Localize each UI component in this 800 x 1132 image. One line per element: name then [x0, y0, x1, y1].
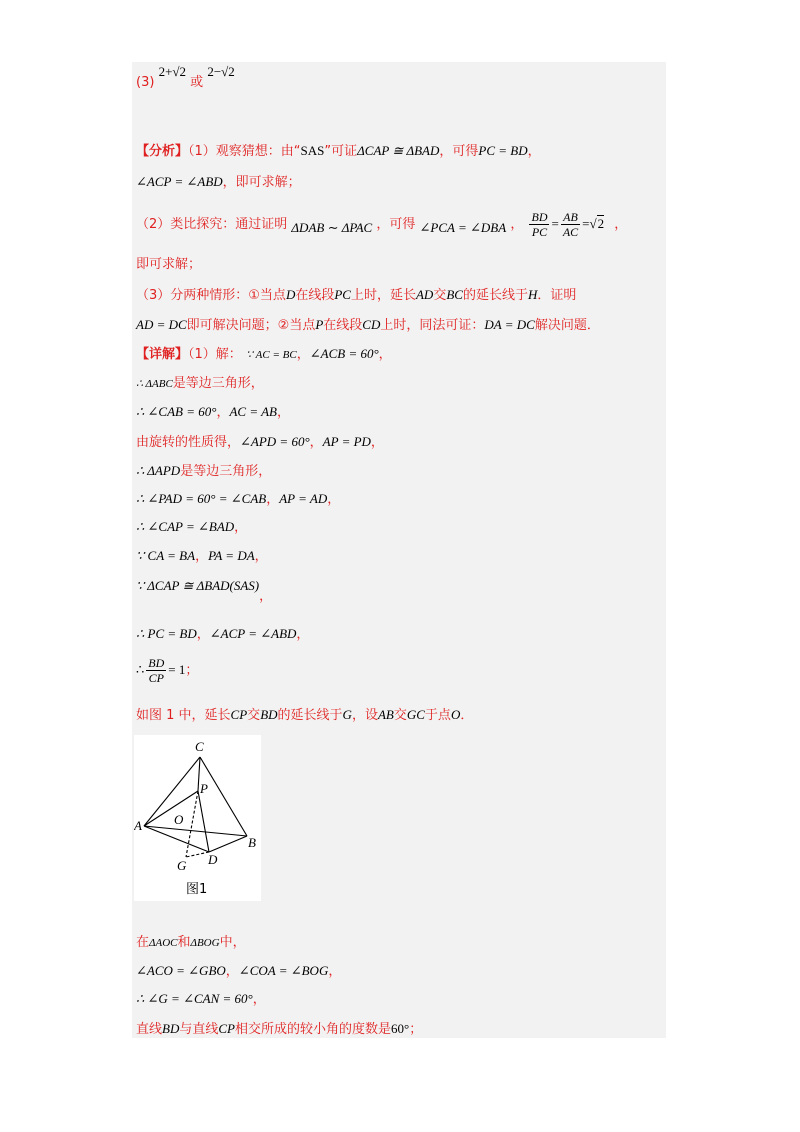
text: ，: [614, 217, 628, 232]
math: ∠COA = ∠BOG: [238, 963, 329, 978]
edge-dg-dashed: [186, 852, 209, 857]
math: ΔAOC: [149, 937, 178, 949]
text: ，: [527, 144, 541, 159]
math: ∠ACP = ∠ABD: [209, 626, 297, 641]
detail-line-11: [136, 656, 198, 685]
label-c: C: [195, 739, 204, 754]
fraction-bd-pc: [529, 210, 549, 239]
detail-line-5: [136, 463, 271, 480]
text: ，可得: [376, 217, 416, 232]
text: 和: [177, 935, 191, 950]
text: ，: [254, 549, 268, 564]
math: ∴ ∠PAD = 60° = ∠CAB: [136, 491, 267, 506]
math: BD: [260, 707, 278, 722]
text: 的延长线于: [277, 708, 343, 723]
therefore-symbol: ∴: [136, 662, 145, 677]
text: ．: [460, 708, 474, 723]
text: （1）解：: [188, 347, 242, 362]
math: AP = PD: [322, 434, 371, 449]
text: 上时，延长: [350, 288, 416, 303]
math: P: [315, 317, 324, 332]
figure-1: [134, 735, 261, 901]
math: ∠ACB = 60°: [309, 346, 379, 361]
after-line-4: [136, 1021, 422, 1038]
math: ΔBOG: [190, 937, 220, 949]
math: CP: [230, 707, 248, 722]
math: ∠APD = 60°: [240, 434, 310, 449]
math: ∴ ∠CAP = ∠BAD: [136, 519, 235, 534]
text: 中，: [219, 935, 246, 950]
sqrt-2: √2: [589, 216, 605, 231]
geometry-diagram: [134, 735, 261, 901]
math: AB: [377, 707, 394, 722]
math: ∴ ΔABC: [136, 378, 173, 390]
math: ∵ ΔCAP ≅ ΔBAD(SAS): [136, 578, 260, 593]
text: ，: [195, 549, 209, 564]
math: ∠ACP = ∠ABD: [136, 174, 223, 189]
detail-line-8: [136, 548, 268, 565]
math: O: [450, 707, 461, 722]
math: ∵ CA = BA: [136, 548, 196, 563]
or-text: 或: [190, 75, 204, 90]
math: ∴ PC = BD: [136, 626, 197, 641]
text: 交: [393, 708, 407, 723]
text: ，: [370, 435, 384, 450]
math: BD: [162, 1021, 180, 1036]
after-line-1: [136, 935, 246, 951]
after-line-2: [136, 963, 341, 980]
text: ，即可求解；: [222, 175, 301, 190]
math: AP = AD: [279, 491, 328, 506]
text: ；: [185, 663, 199, 678]
text: （3）分两种情形：①当点: [136, 288, 286, 303]
text: 交: [247, 708, 261, 723]
math: D: [285, 287, 296, 302]
math: G: [342, 707, 352, 722]
text: ，: [259, 589, 273, 604]
math: AC = AB: [229, 404, 277, 419]
detail-line-2: [136, 376, 264, 392]
math: ∴ ∠CAB = 60°: [136, 404, 217, 419]
text: 在线段: [323, 318, 363, 333]
text: ，设: [351, 708, 378, 723]
text: ，可得: [439, 144, 479, 159]
text: ，: [276, 405, 290, 420]
text: ，: [309, 435, 323, 450]
detail-line-12: [136, 707, 473, 724]
analysis-tag: 【分析】: [136, 144, 189, 159]
fraction-bd-cp: [146, 656, 166, 685]
detail-line-10: [136, 626, 309, 643]
text: ”可证: [324, 144, 358, 159]
text: ，: [225, 964, 239, 979]
math: ∠ACO = ∠GBO: [136, 963, 226, 978]
text: 相交所成的较小角的度数是: [235, 1022, 392, 1037]
detail-line-6: [136, 491, 340, 508]
text: （1）观察猜想：由“: [188, 144, 301, 159]
edge-ap: [144, 791, 198, 826]
text: ，: [378, 347, 392, 362]
text: 在线段: [295, 288, 335, 303]
detail-tag: 【详解】: [136, 347, 189, 362]
label-o: O: [174, 812, 184, 827]
edge-ca: [144, 757, 200, 826]
math: AD: [415, 287, 434, 302]
text: ，: [266, 492, 280, 507]
part-label: (3): [136, 75, 155, 90]
detail-line-3: [136, 404, 290, 421]
text: 上时，同法可证：: [380, 318, 485, 333]
edge-cb: [200, 757, 247, 836]
text: ，: [296, 627, 310, 642]
text: ，: [216, 405, 230, 420]
analysis-line-1: [136, 143, 541, 160]
text: 交: [433, 288, 447, 303]
text: 于点: [424, 708, 451, 723]
math: ΔDAB ∼ ΔPAC: [291, 220, 373, 235]
denominator: AC: [562, 225, 579, 239]
text: 解决问题．: [534, 318, 600, 333]
text: ．证明: [537, 288, 577, 303]
math: CP: [218, 1021, 235, 1036]
math: PC = BD: [478, 143, 528, 158]
text: 在: [136, 935, 150, 950]
math: ΔCAP ≅ ΔBAD: [357, 143, 440, 158]
edge-pd: [198, 791, 209, 852]
after-line-3: [136, 991, 266, 1008]
math: PC: [334, 287, 351, 302]
denominator: CP: [148, 671, 164, 685]
text: 的延长线于: [462, 288, 528, 303]
answer-line-3: [136, 64, 235, 90]
text: ，: [328, 964, 342, 979]
text: ，: [252, 992, 266, 1007]
text: ；: [409, 1022, 423, 1037]
answer-value-a: 2+√2: [158, 64, 187, 79]
analysis-line-5: [136, 287, 576, 304]
label-a: A: [134, 818, 142, 833]
math: AD = DC: [136, 317, 187, 332]
label-d: D: [208, 852, 218, 867]
label-p: P: [200, 781, 208, 796]
text: 与直线: [179, 1022, 219, 1037]
analysis-line-6: [136, 317, 600, 334]
edge-ab: [144, 826, 247, 836]
edge-bd: [209, 836, 247, 852]
detail-line-7: [136, 519, 247, 536]
text: 是等边三角形，: [180, 464, 272, 479]
text: ，: [296, 347, 310, 362]
math: ∠PCA = ∠DBA: [419, 220, 507, 235]
math: DA = DC: [484, 317, 535, 332]
math: GC: [406, 707, 425, 722]
numerator: BD: [148, 656, 165, 670]
radicand: 2: [597, 216, 605, 231]
analysis-line-4: [136, 257, 201, 273]
math: ∵ AC = BC: [245, 349, 297, 361]
text: （2）类比探究：通过证明: [136, 217, 288, 232]
detail-line-4: [136, 434, 384, 451]
analysis-line-2: [136, 174, 301, 191]
answer-value-b: 2−√2: [207, 64, 235, 79]
denominator: PC: [531, 225, 548, 239]
text: 即可求解；: [136, 257, 202, 272]
math: BC: [446, 287, 463, 302]
text: ，: [234, 520, 248, 535]
math: CD: [362, 317, 381, 332]
figure-caption: 图1: [186, 882, 208, 897]
edge-ad: [144, 826, 209, 852]
text: ，: [327, 492, 341, 507]
math: ∴ ΔAPD: [136, 463, 181, 478]
detail-line-9: [136, 578, 273, 604]
math: 60°: [391, 1021, 410, 1036]
label-b: B: [248, 835, 256, 850]
math: H: [527, 287, 538, 302]
math: = 1: [168, 662, 186, 677]
text: ，: [510, 217, 524, 232]
text: 直线: [136, 1022, 163, 1037]
text: 如图 1 中，延长: [136, 708, 231, 723]
math: PA = DA: [208, 548, 255, 563]
text: 即可解决问题；②当点: [186, 318, 316, 333]
text: 由旋转的性质得，: [136, 435, 241, 450]
label-g: G: [177, 858, 187, 873]
fraction-ab-ac: [561, 210, 580, 239]
detail-line-1: [136, 346, 392, 363]
text: 是等边三角形，: [172, 376, 264, 391]
math: ∴ ∠G = ∠CAN = 60°: [136, 991, 253, 1006]
sas-text: SAS: [300, 143, 325, 158]
text: ，: [196, 627, 210, 642]
numerator: AB: [561, 210, 580, 225]
numerator: BD: [531, 210, 548, 224]
analysis-line-3: （2）类比探究：通过证明 ΔDAB ∼ ΔPAC ，可得 ∠PCA = ∠DBA ， $\frac{BD}{PC}$ = $\frac{AB}{AC}$ =√2 ，: [136, 210, 628, 239]
